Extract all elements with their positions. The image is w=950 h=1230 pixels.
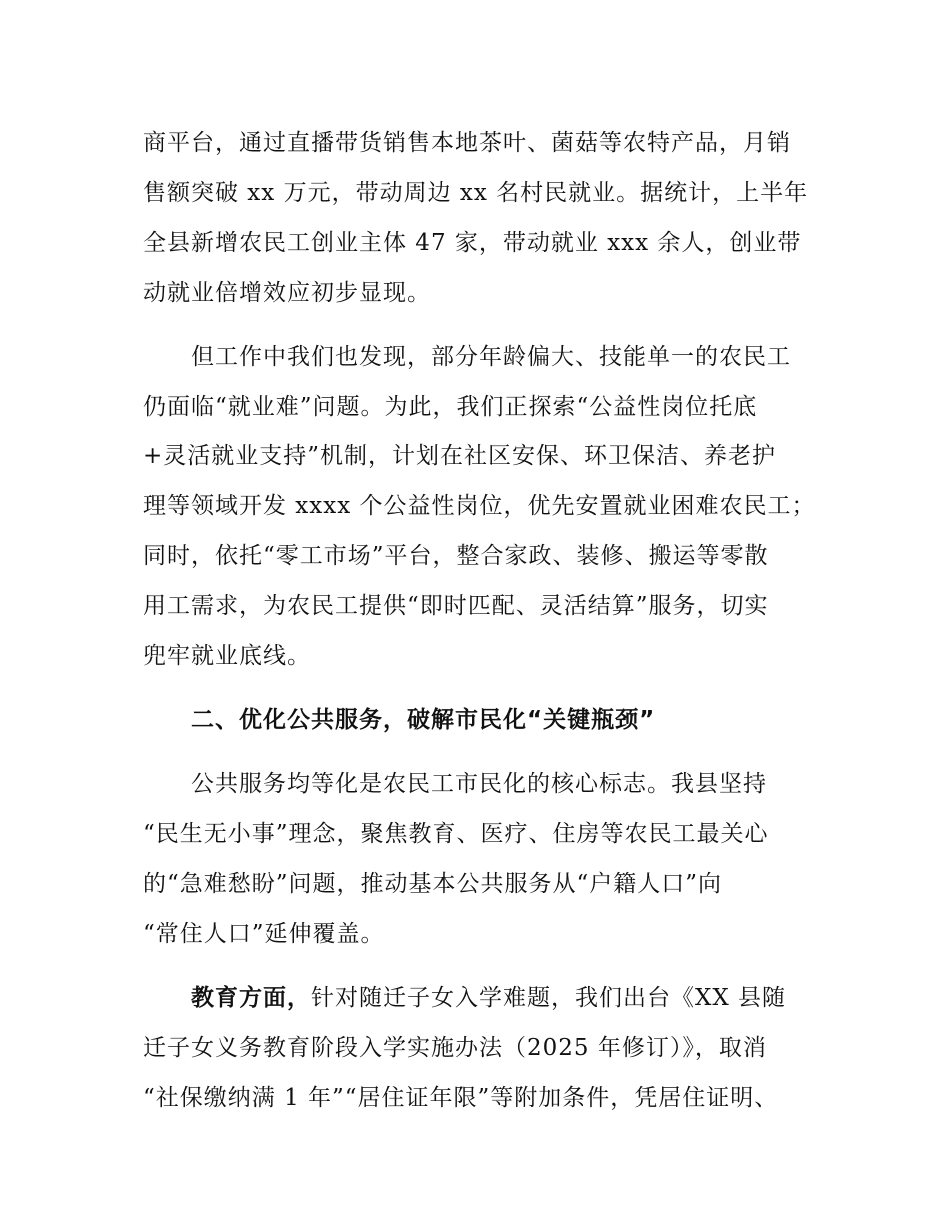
paragraph-3-line-2: “民生无小事”理念，聚焦教育、医疗、住房等农民工最关心 (143, 821, 769, 847)
paragraph-2-line-1: 但工作中我们也发现，部分年龄偏大、技能单一的农民工 (191, 344, 791, 370)
paragraph-1-line-4: 动就业倍增效应初步显现。 (143, 280, 431, 306)
paragraph-2-line-6: 用工需求，为农民工提供“即时匹配、灵活结算”服务，切实 (143, 593, 769, 619)
paragraph-2-line-4: 理等领域开发 xxxx 个公益性岗位，优先安置就业困难农民工； (143, 493, 816, 519)
section-heading: 二、优化公共服务，破解市民化“关键瓶颈” (191, 707, 656, 733)
paragraph-4-line-1 (191, 983, 786, 1013)
paragraph-2-line-7: 兜牢就业底线。 (143, 643, 311, 669)
paragraph-1-line-3: 全县新增农民工创业主体 47 家，带动就业 xxx 余人，创业带 (143, 230, 802, 256)
paragraph-2-line-5: 同时，依托“零工市场”平台，整合家政、装修、搬运等零散 (143, 543, 769, 569)
paragraph-1-line-2: 售额突破 xx 万元，带动周边 xx 名村民就业。据统计，上半年 (143, 180, 809, 206)
paragraph-2-line-2: 仍面临“就业难”问题。为此，我们正探索“公益性岗位托底 (143, 394, 758, 420)
paragraph-3-line-4: “常住人口”延伸覆盖。 (143, 921, 385, 947)
paragraph-3-line-3: 的“急难愁盼”问题，推动基本公共服务从“户籍人口”向 (143, 871, 723, 897)
paragraph-4-line-3: “社保缴纳满 1 年”“居住证年限”等附加条件，凭居住证明、 (143, 1085, 779, 1111)
paragraph-1-line-1: 商平台，通过直播带货销售本地茶叶、菌菇等农特产品，月销 (143, 130, 791, 156)
education-lead: 教育方面， (191, 985, 311, 1011)
paragraph-3-line-1: 公共服务均等化是农民工市民化的核心标志。我县坚持 (191, 771, 767, 797)
paragraph-2-line-3: +灵活就业支持”机制，计划在社区安保、环卫保洁、养老护 (143, 443, 777, 469)
paragraph-4-line-2: 迁子女义务教育阶段入学实施办法（2025 年修订）》，取消 (143, 1035, 767, 1061)
paragraph-4-line-1-text: 针对随迁子女入学难题，我们出台《XX 县随 (311, 985, 787, 1011)
